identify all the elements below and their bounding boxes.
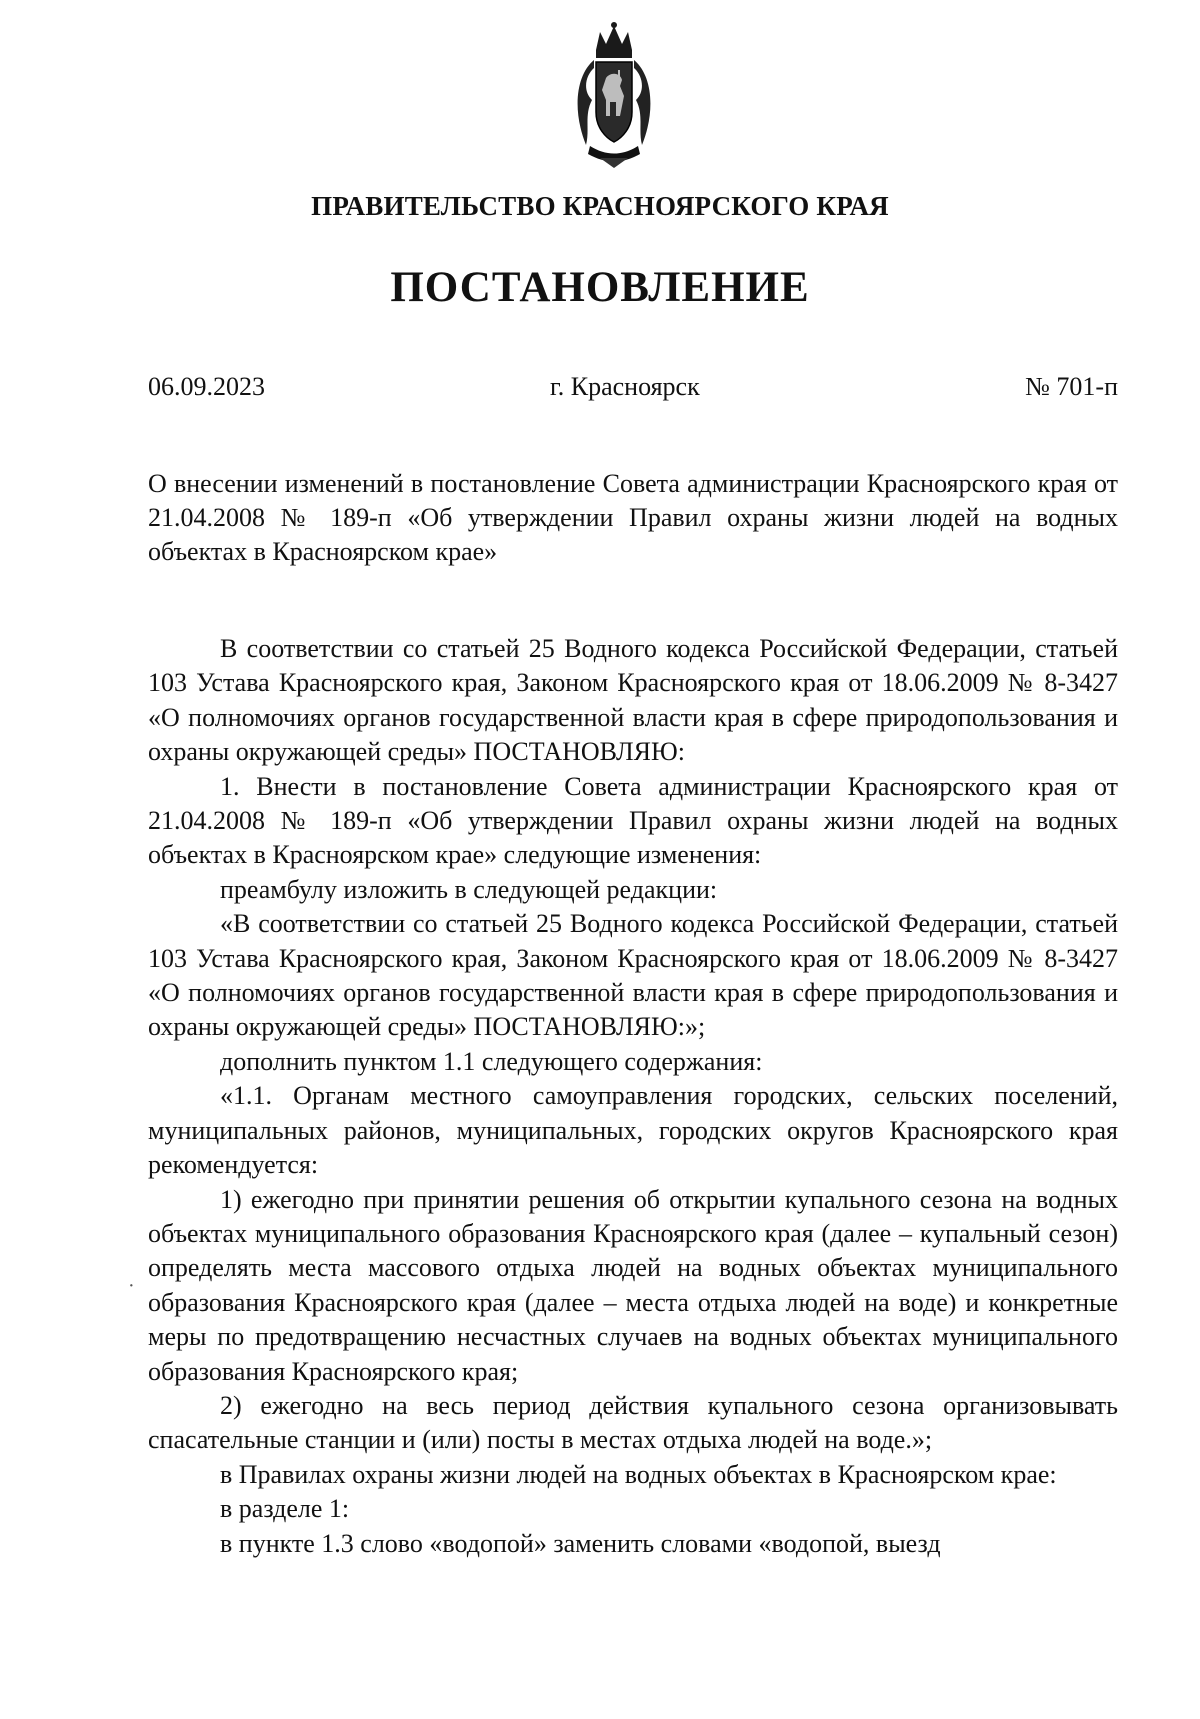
body-paragraph: в пункте 1.3 слово «водопой» заменить словами «водопой, выезд [220, 1528, 941, 1558]
body-paragraph: «В соответствии со статьей 25 Водного кодекса Российской Федерации, статьей 103 Устава Красноярского края, Законом Красноярского края от 18.06.2009 № 8-3427 «О полномочиях органов государственной власти края в сфере природопользования и охраны окружающей среды» ПОСТАНОВЛЯЮ:»; [148, 909, 1118, 1042]
body-paragraph: в Правилах охраны жизни людей на водных объектах в Красноярском крае: [220, 1459, 1057, 1489]
body-paragraph: в разделе 1: [220, 1494, 350, 1524]
body-paragraph: 1) ежегодно при принятии решения об открытии купального сезона на водных объектах муниципального образования Красноярского края (далее – купальный сезон) определять места массового отдыха людей на водных объектах муниципального образования Красноярского края (далее – места отдыха людей на воде) и конкретные меры по предотвращению несчастных случаев на водных объектах муниципального образования Красноярского края; [148, 1184, 1118, 1386]
coat-of-arms-icon [566, 20, 662, 170]
scan-speck: · [128, 1275, 135, 1297]
body-paragraph: В соответствии со статьей 25 Водного кодекса Российской Федерации, статьей 103 Устава Красноярского края, Законом Красноярского края от 18.06.2009 № 8-3427 «О полномочиях органов государственной власти края в сфере природопользования и охраны окружающей среды» ПОСТАНОВЛЯЮ: [148, 634, 1118, 767]
body-paragraph: дополнить пунктом 1.1 следующего содержания: [220, 1046, 763, 1076]
body-paragraph: «1.1. Органам местного самоуправления городских, сельских поселений, муниципальных районов, муниципальных, городских округов Красноярского края рекомендуется: [148, 1081, 1118, 1180]
document-number: № 701-п [1025, 372, 1118, 401]
body-paragraph: 1. Внести в постановление Совета администрации Красноярского края от 21.04.2008 № 189-п «Об утверждении Правил охраны жизни людей на водных объектах в Красноярском крае» следующие изменения: [148, 771, 1118, 870]
organization-heading: ПРАВИТЕЛЬСТВО КРАСНОЯРСКОГО КРАЯ [311, 191, 889, 221]
document-type-title: ПОСТАНОВЛЕНИЕ [390, 264, 810, 311]
body-paragraph: 2) ежегодно на весь период действия купального сезона организовывать спасательные станции и (или) посты в местах отдыха людей на воде.»; [148, 1390, 1118, 1455]
document-meta-row [148, 372, 1118, 406]
document-subject: О внесении изменений в постановление Совета администрации Красноярского края от 21.04.2008 № 189-п «Об утверждении Правил охраны жизни людей на водных объектах в Красноярском крае» [148, 469, 1118, 566]
document-city: г. Красноярск [550, 372, 700, 401]
document-date: 06.09.2023 [148, 372, 265, 401]
document-body [148, 632, 1118, 1561]
body-paragraph: преамбулу изложить в следующей редакции: [220, 874, 718, 904]
